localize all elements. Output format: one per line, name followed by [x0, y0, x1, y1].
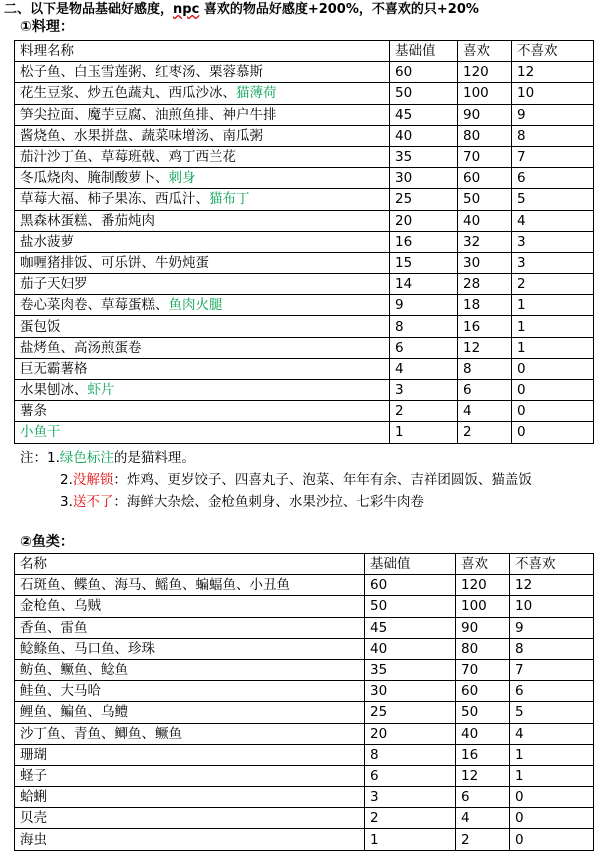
table-row [15, 380, 594, 401]
header-cell-dislike: 不喜欢 [510, 554, 594, 575]
dish-name-cell [15, 189, 390, 210]
dish-name-cell [15, 252, 390, 273]
cat-dish-name: 虾片 [87, 382, 115, 399]
dislike-value-cell: 10 [512, 83, 594, 104]
base-value-cell: 60 [365, 575, 456, 596]
cat-dish-name: 鱼肉火腿 [168, 297, 223, 314]
dislike-value-cell: 3 [512, 231, 594, 252]
like-value-cell: 30 [458, 252, 512, 273]
dish-name: 茄汁沙丁鱼、草莓班戟、鸡丁西兰花 [20, 149, 236, 166]
table-row [15, 316, 594, 337]
dislike-value-cell: 8 [512, 125, 594, 146]
dish-name-cell [15, 380, 390, 401]
note-2-rest: ：炸鸡、更岁饺子、四喜丸子、泡菜、年年有余、吉祥团圆饭、猫盖饭 [113, 472, 532, 488]
cuisine-table [14, 40, 594, 444]
table-row [15, 744, 594, 765]
table-row [15, 231, 594, 252]
dislike-value-cell: 1 [512, 316, 594, 337]
dislike-value-cell: 5 [510, 702, 594, 723]
dislike-value-cell: 4 [512, 210, 594, 231]
heading-part2: 喜欢的物品好感度+200%，不喜欢的只+20% [199, 2, 479, 17]
base-value-cell: 1 [365, 829, 456, 850]
dislike-value-cell: 0 [510, 829, 594, 850]
like-value-cell: 8 [458, 358, 512, 379]
like-value-cell: 12 [456, 765, 510, 786]
like-value-cell: 6 [456, 787, 510, 808]
fish-name-cell: 蛤蜊 [15, 787, 365, 808]
dislike-value-cell: 2 [512, 274, 594, 295]
table-row [15, 575, 594, 596]
like-value-cell: 6 [458, 380, 512, 401]
dish-name: 冬瓜烧肉、腌制酸萝卜、 [20, 170, 169, 187]
note-1-prefix: 注：1. [20, 450, 60, 466]
dish-name: 咖喱猪排饭、可乐饼、牛奶炖蛋 [20, 254, 209, 271]
fish-name-cell: 金枪鱼、乌贼 [15, 596, 365, 617]
fish-name-cell: 香鱼、雷鱼 [15, 617, 365, 638]
dish-name: 巨无霸薯格 [20, 360, 88, 377]
table-row [15, 358, 594, 379]
base-value-cell: 35 [365, 659, 456, 680]
table-header-row [15, 41, 594, 62]
note-3-red: 送不了 [72, 494, 114, 510]
dish-name-cell [15, 316, 390, 337]
note-3-rest: ：海鲜大杂烩、金枪鱼刺身、水果沙拉、七彩牛肉卷 [113, 494, 424, 510]
dish-name-cell [15, 358, 390, 379]
table-row [15, 168, 594, 189]
fish-name-cell: 贝壳 [15, 808, 365, 829]
table-row [15, 808, 594, 829]
dish-name-cell [15, 231, 390, 252]
table-row [15, 787, 594, 808]
base-value-cell: 35 [390, 146, 458, 167]
dish-name: 草莓大福、柿子果冻、西瓜汁、 [20, 191, 209, 208]
base-value-cell: 4 [390, 358, 458, 379]
dish-name: 水果刨冰、 [20, 382, 88, 399]
dislike-value-cell: 0 [512, 380, 594, 401]
notes [20, 447, 590, 513]
dislike-value-cell: 6 [512, 168, 594, 189]
like-value-cell: 40 [456, 723, 510, 744]
base-value-cell: 45 [390, 104, 458, 125]
base-value-cell: 45 [365, 617, 456, 638]
base-value-cell: 6 [365, 765, 456, 786]
table-row [15, 104, 594, 125]
base-value-cell: 60 [390, 62, 458, 83]
note-2-prefix: 2. [60, 472, 73, 488]
table-row [15, 337, 594, 358]
fish-name-cell: 鲤鱼、鳊鱼、乌鳢 [15, 702, 365, 723]
header-cell-like: 喜欢 [456, 554, 510, 575]
base-value-cell: 14 [390, 274, 458, 295]
like-value-cell: 90 [456, 617, 510, 638]
base-value-cell: 3 [365, 787, 456, 808]
document-heading [4, 2, 604, 18]
dish-name-cell [15, 146, 390, 167]
table-row [15, 422, 594, 443]
like-value-cell: 40 [458, 210, 512, 231]
like-value-cell: 32 [458, 231, 512, 252]
like-value-cell: 120 [456, 575, 510, 596]
base-value-cell: 2 [365, 808, 456, 829]
cat-dish-name: 刺身 [168, 170, 196, 187]
note-3-prefix: 3. [60, 494, 73, 510]
dislike-value-cell: 3 [512, 252, 594, 273]
fish-name-cell: 鲂鱼、鳜鱼、鲶鱼 [15, 659, 365, 680]
fish-name-cell: 石斑鱼、鲽鱼、海马、鳐鱼、蝙蝠鱼、小丑鱼 [15, 575, 365, 596]
cat-dish-name: 猫薄荷 [236, 85, 277, 102]
dish-name: 卷心菜肉卷、草莓蛋糕、 [20, 297, 169, 314]
header-cell-name: 料理名称 [15, 41, 390, 62]
like-value-cell: 90 [458, 104, 512, 125]
dish-name-cell [15, 125, 390, 146]
fish-name-cell: 珊瑚 [15, 744, 365, 765]
like-value-cell: 4 [456, 808, 510, 829]
table-row [15, 596, 594, 617]
base-value-cell: 8 [390, 316, 458, 337]
dislike-value-cell: 1 [510, 744, 594, 765]
dislike-value-cell: 8 [510, 638, 594, 659]
note-3 [20, 491, 590, 513]
table-row [15, 638, 594, 659]
base-value-cell: 40 [390, 125, 458, 146]
section-title-fish: ②鱼类： [20, 534, 74, 550]
dish-name-cell [15, 62, 390, 83]
dislike-value-cell: 0 [512, 401, 594, 422]
like-value-cell: 50 [458, 189, 512, 210]
dislike-value-cell: 0 [512, 358, 594, 379]
like-value-cell: 70 [458, 146, 512, 167]
base-value-cell: 30 [365, 681, 456, 702]
like-value-cell: 50 [456, 702, 510, 723]
dislike-value-cell: 7 [510, 659, 594, 680]
table-row [15, 146, 594, 167]
base-value-cell: 20 [365, 723, 456, 744]
dish-name: 笋尖拉面、魔芋豆腐、油煎鱼排、神户牛排 [20, 106, 277, 123]
dislike-value-cell: 12 [512, 62, 594, 83]
like-value-cell: 18 [458, 295, 512, 316]
base-value-cell: 50 [365, 596, 456, 617]
base-value-cell: 30 [390, 168, 458, 189]
like-value-cell: 100 [458, 83, 512, 104]
like-value-cell: 60 [456, 681, 510, 702]
base-value-cell: 50 [390, 83, 458, 104]
dish-name-cell [15, 168, 390, 189]
dish-name: 黑森林蛋糕、番茄炖肉 [20, 212, 155, 229]
table-row [15, 295, 594, 316]
dish-name-cell [15, 104, 390, 125]
table-header-row [15, 554, 594, 575]
note-2-red: 没解锁 [72, 472, 114, 488]
fish-name-cell: 蛏子 [15, 765, 365, 786]
heading-part1: 二、以下是物品基础好感度， [4, 2, 174, 17]
note-1 [20, 447, 590, 469]
table-row [15, 723, 594, 744]
dish-name-cell [15, 295, 390, 316]
like-value-cell: 16 [456, 744, 510, 765]
fish-table [14, 553, 594, 851]
note-1-rest: 的是猫料理。 [113, 450, 195, 466]
dislike-value-cell: 1 [512, 337, 594, 358]
fish-name-cell: 海虫 [15, 829, 365, 850]
base-value-cell: 25 [390, 189, 458, 210]
table-row [15, 829, 594, 850]
dislike-value-cell: 6 [510, 681, 594, 702]
like-value-cell: 120 [458, 62, 512, 83]
like-value-cell: 16 [458, 316, 512, 337]
like-value-cell: 2 [456, 829, 510, 850]
dish-name-cell [15, 401, 390, 422]
dislike-value-cell: 9 [510, 617, 594, 638]
note-2 [20, 469, 590, 491]
like-value-cell: 80 [458, 125, 512, 146]
table-row [15, 274, 594, 295]
table-row [15, 681, 594, 702]
like-value-cell: 80 [456, 638, 510, 659]
dish-name: 松子鱼、白玉雪莲粥、红枣汤、栗蓉慕斯 [20, 64, 263, 81]
table-row [15, 62, 594, 83]
heading-npc: npc [173, 2, 200, 17]
header-cell-dislike: 不喜欢 [512, 41, 594, 62]
base-value-cell: 20 [390, 210, 458, 231]
dish-name: 花生豆浆、炒五色蔬丸、西瓜沙冰、 [20, 85, 236, 102]
dish-name-cell [15, 337, 390, 358]
table-row [15, 210, 594, 231]
table-row [15, 659, 594, 680]
fish-name-cell: 鲑鱼、大马哈 [15, 681, 365, 702]
dislike-value-cell: 0 [510, 787, 594, 808]
dish-name: 蛋包饭 [20, 318, 61, 335]
base-value-cell: 9 [390, 295, 458, 316]
header-cell-like: 喜欢 [458, 41, 512, 62]
dislike-value-cell: 5 [512, 189, 594, 210]
like-value-cell: 100 [456, 596, 510, 617]
dislike-value-cell: 1 [512, 295, 594, 316]
note-1-green: 绿色标注 [59, 450, 114, 466]
base-value-cell: 3 [390, 380, 458, 401]
table-row [15, 702, 594, 723]
header-cell-base: 基础值 [365, 554, 456, 575]
base-value-cell: 25 [365, 702, 456, 723]
dish-name-cell [15, 210, 390, 231]
dislike-value-cell: 4 [510, 723, 594, 744]
dish-name-cell [15, 83, 390, 104]
like-value-cell: 4 [458, 401, 512, 422]
dislike-value-cell: 9 [512, 104, 594, 125]
dish-name: 薯条 [20, 403, 47, 420]
base-value-cell: 15 [390, 252, 458, 273]
like-value-cell: 60 [458, 168, 512, 189]
table-row [15, 189, 594, 210]
fish-name-cell: 鲶鲦鱼、马口鱼、珍珠 [15, 638, 365, 659]
like-value-cell: 28 [458, 274, 512, 295]
base-value-cell: 1 [390, 422, 458, 443]
fish-name-cell: 沙丁鱼、青鱼、鲫鱼、鳜鱼 [15, 723, 365, 744]
dish-name: 酱烧鱼、水果拼盘、蔬菜味增汤、南瓜粥 [20, 127, 263, 144]
cat-dish-name: 小鱼干 [20, 424, 61, 441]
dish-name: 盐烤鱼、高汤煎蛋卷 [20, 339, 142, 356]
dish-name-cell [15, 422, 390, 443]
base-value-cell: 8 [365, 744, 456, 765]
like-value-cell: 2 [458, 422, 512, 443]
like-value-cell: 70 [456, 659, 510, 680]
dish-name-cell [15, 274, 390, 295]
dislike-value-cell: 10 [510, 596, 594, 617]
dish-name: 盐水菠萝 [20, 233, 74, 250]
like-value-cell: 12 [458, 337, 512, 358]
dislike-value-cell: 0 [510, 808, 594, 829]
table-row [15, 617, 594, 638]
base-value-cell: 40 [365, 638, 456, 659]
header-cell-base: 基础值 [390, 41, 458, 62]
table-row [15, 83, 594, 104]
table-row [15, 252, 594, 273]
table-row [15, 401, 594, 422]
dislike-value-cell: 12 [510, 575, 594, 596]
table-row [15, 765, 594, 786]
dislike-value-cell: 0 [512, 422, 594, 443]
header-cell-name: 名称 [15, 554, 365, 575]
base-value-cell: 6 [390, 337, 458, 358]
cat-dish-name: 猫布丁 [209, 191, 250, 208]
dislike-value-cell: 7 [512, 146, 594, 167]
section-title-cuisine: ①料理： [20, 19, 74, 35]
base-value-cell: 2 [390, 401, 458, 422]
dislike-value-cell: 1 [510, 765, 594, 786]
table-row [15, 125, 594, 146]
dish-name: 茄子天妇罗 [20, 276, 88, 293]
base-value-cell: 16 [390, 231, 458, 252]
